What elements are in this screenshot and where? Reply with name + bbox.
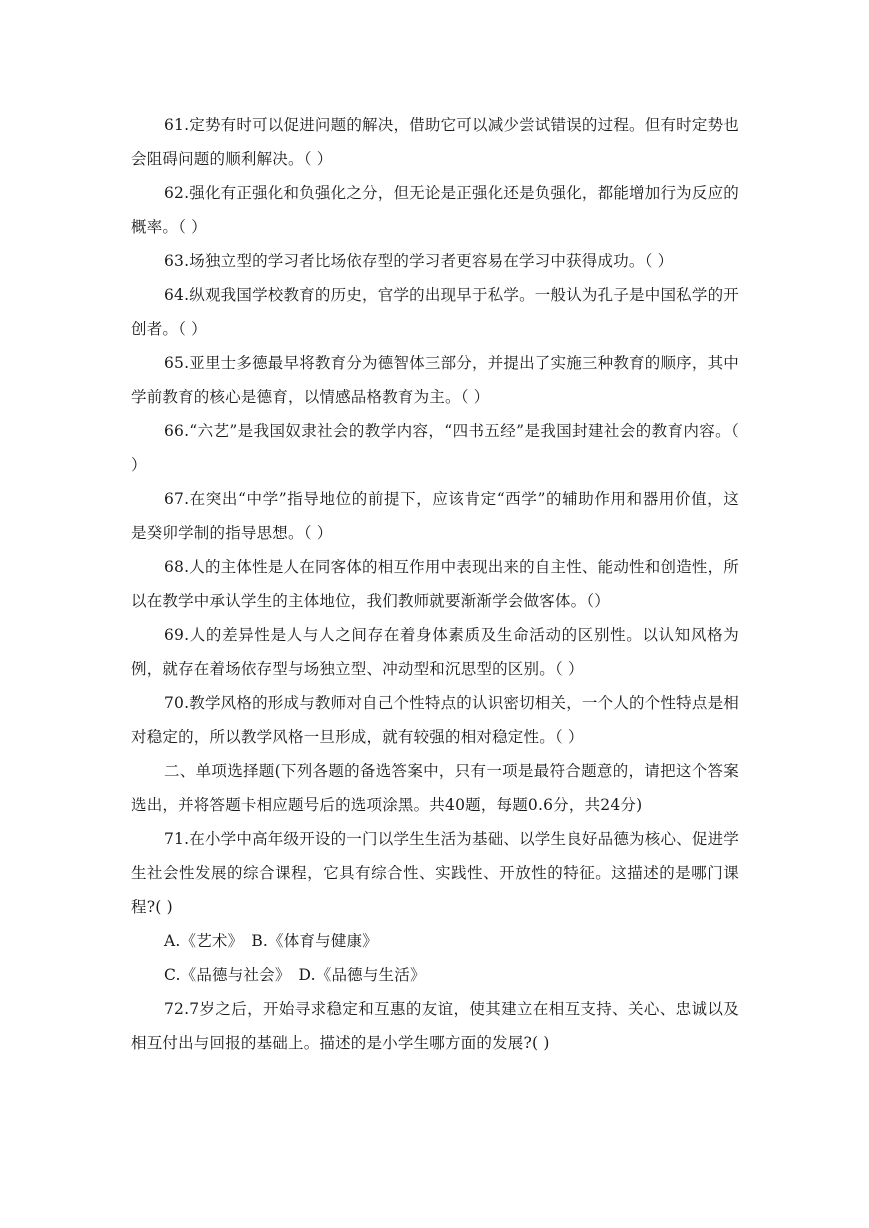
question-number: 65. <box>164 354 190 372</box>
question-number: 66. <box>164 422 190 440</box>
question-number: 63. <box>164 252 190 270</box>
question-text: 强化有正强化和负强化之分，但无论是正强化还是负强化，都能增加行为反应的概率。（ ） <box>131 184 739 236</box>
question-62 <box>131 176 739 244</box>
question-text: 在突出“中学”指导地位的前提下，应该肯定“西学”的辅助作用和器用价值，这是癸卯学制的指导思想。（ ） <box>131 490 739 542</box>
question-number: 69. <box>164 626 190 644</box>
option-d: D.《品德与生活》 <box>298 966 426 984</box>
question-text: 人的主体性是人在同客体的相互作用中表现出来的自主性、能动性和创造性，所以在教学中承认学生的主体地位，我们教师就要渐渐学会做客体。（） <box>131 558 739 610</box>
option-c: C.《品德与社会》 <box>164 966 291 984</box>
question-72 <box>131 992 739 1060</box>
question-61 <box>131 108 739 176</box>
question-text: 人的差异性是人与人之间存在着身体素质及生命活动的区别性。以认知风格为例，就存在着场依存型与场独立型、冲动型和沉思型的区别。（ ） <box>131 626 739 678</box>
question-number: 71. <box>164 830 190 848</box>
question-text: 在小学中高年级开设的一门以学生生活为基础、以学生良好品德为核心、促进学生社会性发展的综合课程，它具有综合性、实践性、开放性的特征。这描述的是哪门课程?( ) <box>131 830 739 916</box>
option-b: B.《体育与健康》 <box>251 932 378 950</box>
question-text: 亚里士多德最早将教育分为德智体三部分，并提出了实施三种教育的顺序，其中学前教育的核心是德育，以情感品格教育为主。（ ） <box>131 354 739 406</box>
document-body <box>131 108 739 1060</box>
question-text: 7岁之后，开始寻求稳定和互惠的友谊，使其建立在相互支持、关心、忠诚以及相互付出与回报的基础上。描述的是小学生哪方面的发展?( ) <box>131 1000 739 1052</box>
question-number: 67. <box>164 490 190 508</box>
question-64 <box>131 278 739 346</box>
options-row-ab <box>131 924 739 958</box>
section-heading: 二、单项选择题(下列各题的备选答案中，只有一项是最符合题意的，请把这个答案选出，并将答题卡相应题号后的选项涂黑。共40题，每题0.6分，共24分) <box>131 762 739 814</box>
question-number: 68. <box>164 558 190 576</box>
question-text: 定势有时可以促进问题的解决，借助它可以减少尝试错误的过程。但有时定势也会阻碍问题的顺利解决。（ ） <box>131 116 739 168</box>
question-number: 72. <box>164 1000 190 1018</box>
question-70 <box>131 686 739 754</box>
question-63 <box>131 244 739 278</box>
question-65 <box>131 346 739 414</box>
question-69 <box>131 618 739 686</box>
question-71 <box>131 822 739 924</box>
question-text: “六艺”是我国奴隶社会的教学内容，“四书五经”是我国封建社会的教育内容。（ ） <box>131 422 739 474</box>
question-67 <box>131 482 739 550</box>
question-number: 62. <box>164 184 190 202</box>
question-text: 纵观我国学校教育的历史，官学的出现早于私学。一般认为孔子是中国私学的开创者。（ ） <box>131 286 739 338</box>
question-number: 64. <box>164 286 190 304</box>
question-number: 70. <box>164 694 190 712</box>
question-66 <box>131 414 739 482</box>
option-a: A.《艺术》 <box>164 932 244 950</box>
question-text: 场独立型的学习者比场依存型的学习者更容易在学习中获得成功。（ ） <box>189 252 674 270</box>
options-row-cd <box>131 958 739 992</box>
question-number: 61. <box>164 116 190 134</box>
question-text: 教学风格的形成与教师对自己个性特点的认识密切相关，一个人的个性特点是相对稳定的，所以教学风格一旦形成，就有较强的相对稳定性。（ ） <box>131 694 739 746</box>
question-68 <box>131 550 739 618</box>
